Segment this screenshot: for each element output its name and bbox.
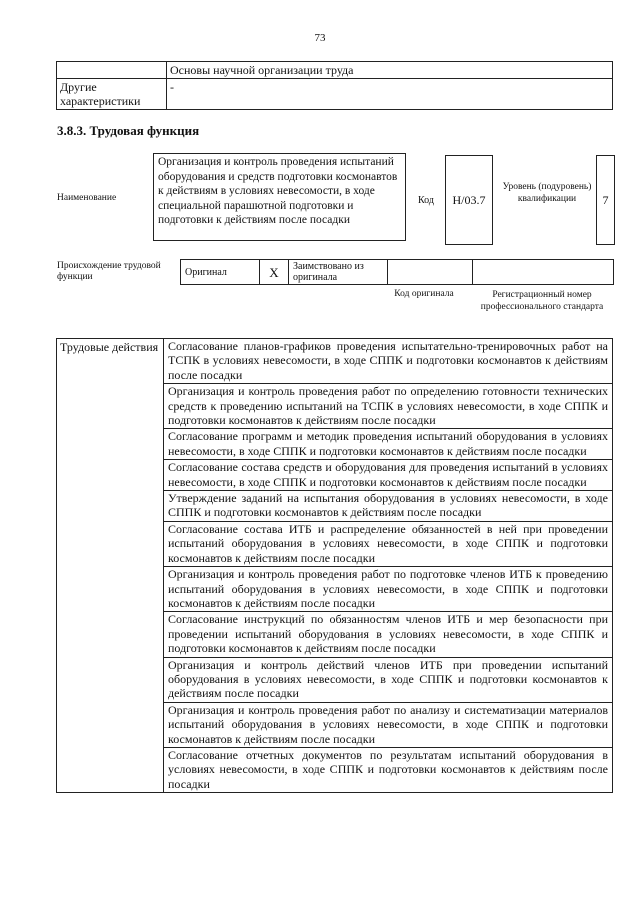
table-row <box>57 339 613 384</box>
qualification-level-label: Уровень (подуровень) квалификации <box>502 182 592 204</box>
labor-action-item: Утверждение заданий на испытания оборудования в условиях невесомости, в ходе СППК и подготовки космонавтов к действиям после посадки <box>164 491 613 522</box>
table-row <box>181 260 614 285</box>
reg-number-label: Регистрационный номер профессионального стандарта <box>480 290 604 312</box>
original-code-label: Код оригинала <box>394 289 454 299</box>
page-number: 73 <box>314 32 326 44</box>
function-name-value: Организация и контроль проведения испытаний оборудования и средств подготовки космонавтов к действиям в условиях невесомости, в ходе специальной парашютной подготовки и подготовки к действиям после посадки <box>153 153 406 241</box>
labor-action-item: Согласование отчетных документов по результатам испытаний оборудования в условиях невесомости, в ходе СППК и подготовки космонавтов к действиям после посадки <box>164 747 613 792</box>
other-characteristics-value: - <box>167 79 613 110</box>
labor-action-item: Согласование программ и методик проведения испытаний оборудования в условиях невесомости, в ходе СППК и подготовки космонавтов к действиям после посадки <box>164 429 613 460</box>
origin-table <box>180 259 614 285</box>
labor-action-item: Согласование состава средств и оборудования для проведения испытаний в условиях невесомости, в ходе СППК и подготовки космонавтов к действиям после посадки <box>164 460 613 491</box>
original-mark: X <box>260 260 289 285</box>
original-code-cell <box>388 260 473 285</box>
labor-actions-header: Трудовые действия <box>57 339 164 793</box>
labor-action-item: Организация и контроль проведения работ по подготовке членов ИТБ к проведению испытаний оборудования в условиях невесомости, в ходе СППК и подготовки космонавтов к действиям после посадки <box>164 567 613 612</box>
reg-number-cell <box>473 260 614 285</box>
qualification-level-value: 7 <box>596 155 615 245</box>
labor-action-item: Организация и контроль проведения работ по определению готовности технических средств к проведению испытаний на ТСПК в условиях невесомости, в ходе СППК и подготовки космонавтов к действиям после посадки <box>164 384 613 429</box>
table-cell-label <box>57 62 167 79</box>
labor-actions-table <box>56 338 613 793</box>
labor-action-item: Согласование состава ИТБ и распределение обязанностей в ней при проведении испытаний оборудования в условиях невесомости, в ходе СППК и подготовки космонавтов к действиям после посадки <box>164 521 613 566</box>
table-row <box>57 62 613 79</box>
original-label: Оригинал <box>181 260 260 285</box>
labor-action-item: Согласование инструкций по обязанностям членов ИТБ и мер безопасности при проведении испытаний оборудования в условиях невесомости, в ходе СППК и подготовки космонавтов к действиям после посадки <box>164 612 613 657</box>
labor-action-item: Организация и контроль действий членов ИТБ при проведении испытаний оборудования в условиях невесомости, в ходе СППК и подготовки космонавтов к действиям после посадки <box>164 657 613 702</box>
table-cell-value: Основы научной организации труда <box>167 62 613 79</box>
labor-action-item: Организация и контроль проведения работ по анализу и систематизации материалов испытаний оборудования в условиях невесомости, в ходе СППК и подготовки космонавтов к действиям после посадки <box>164 702 613 747</box>
function-code-value: Н/03.7 <box>445 155 493 245</box>
section-heading: 3.8.3. Трудовая функция <box>57 123 200 138</box>
code-label: Код <box>418 195 434 206</box>
other-characteristics-label: Другие характеристики <box>57 79 167 110</box>
name-label: Наименование <box>57 193 117 203</box>
labor-action-item: Согласование планов-графиков проведения испытательно-тренировочных работ на ТСПК в условиях невесомости, в ходе СППК и подготовки космонавтов к действиям после посадки <box>164 339 613 384</box>
table-row <box>57 79 613 110</box>
characteristics-table <box>56 61 613 110</box>
borrowed-label: Заимствовано из оригинала <box>289 260 388 285</box>
origin-label: Происхождение трудовой функции <box>57 261 161 282</box>
